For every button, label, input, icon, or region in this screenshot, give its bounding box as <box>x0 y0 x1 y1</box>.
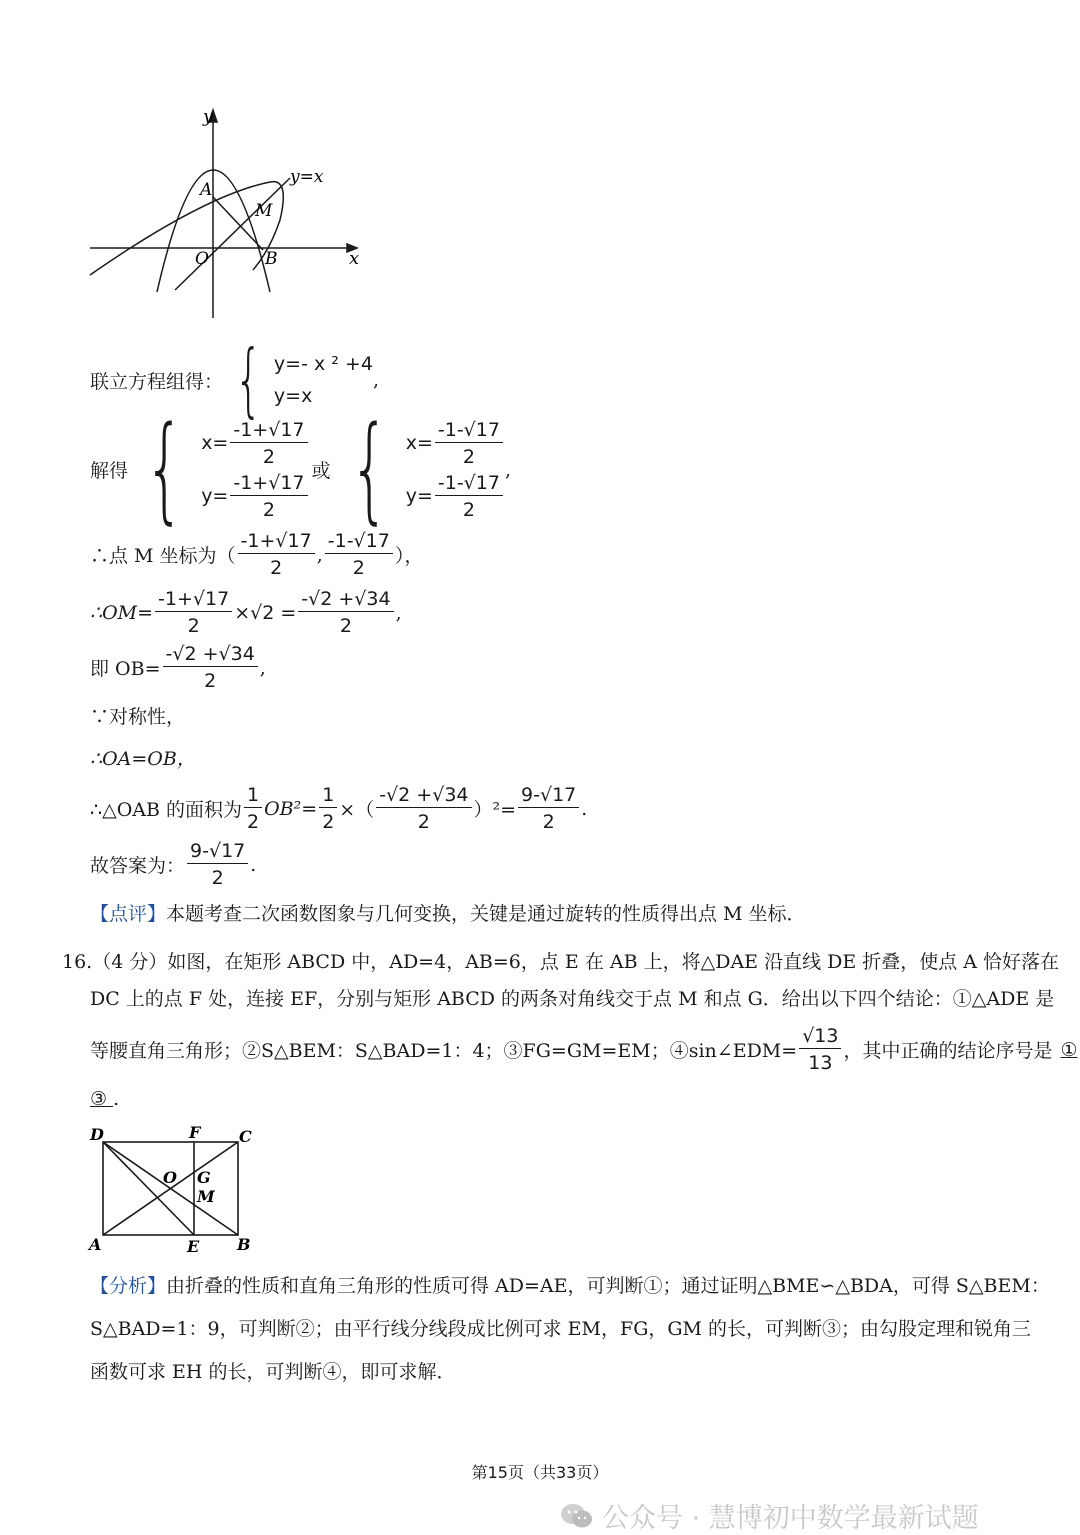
ob-squared: OB²= <box>264 797 318 820</box>
oa-ob-line: ∴OA=OB， <box>90 748 196 770</box>
squared-eq: ）²= <box>473 799 517 821</box>
symmetry-line: ∵对称性， <box>90 706 186 728</box>
punct: , <box>372 369 379 391</box>
analysis-line3: 函数可求 EH 的长，可判断④，即可求解． <box>90 1361 456 1383</box>
vertex-b-label: B <box>237 1235 251 1254</box>
area-intro: ∴△OAB 的面积为 <box>90 799 243 821</box>
om-intro: ∴OM= <box>90 601 154 624</box>
sol1-y-num: -1+√17 <box>230 472 307 496</box>
point-e-label: E <box>187 1237 200 1255</box>
punct: , <box>504 458 512 481</box>
ob-intro: 即 OB= <box>90 658 161 680</box>
equation-line: y=x <box>273 385 313 407</box>
x-axis-label: x <box>349 248 360 269</box>
solution-brace-2: { <box>348 402 390 536</box>
sol2-y-num: -1-√17 <box>435 472 503 496</box>
m-y-num: -1-√17 <box>325 530 393 554</box>
area-inner-den: 2 <box>417 811 430 833</box>
or-text: 或 <box>311 460 331 482</box>
sin-num: √13 <box>799 1025 841 1049</box>
q16-line3b: ，其中正确的结论序号是 <box>843 1040 1053 1062</box>
sol1-x-num: -1+√17 <box>230 419 307 443</box>
om-num2: -√2 +√34 <box>298 588 393 612</box>
analysis-tag: 【分析】 <box>90 1275 167 1297</box>
parabola-graph <box>85 100 375 325</box>
sol1-y-label: y= <box>201 485 229 507</box>
half-num: 1 <box>244 784 262 808</box>
ob-den: 2 <box>204 670 217 692</box>
line-label: y=x <box>290 167 324 187</box>
q16-line1: 16.（4 分）如图，在矩形 ABCD 中，AD=4，AB=6，点 E 在 AB 上，将△DAE 沿直线 DE 折叠，使点 A 恰好落在 <box>62 951 1060 973</box>
y-axis-label: y <box>203 106 214 127</box>
om-num1: -1+√17 <box>155 588 232 612</box>
point-f-label: F <box>189 1123 201 1142</box>
watermark <box>560 1496 979 1535</box>
punct: , <box>316 543 323 566</box>
comment-tag: 【点评】 <box>90 903 167 925</box>
area-result-den: 2 <box>542 811 555 833</box>
watermark-text: 公众号 · 慧博初中数学最新试题 <box>602 1503 979 1534</box>
area-inner-num: -√2 +√34 <box>376 784 471 808</box>
comment-text: 本题考查二次函数图象与几何变换，关键是通过旋转的性质得出点 M 坐标． <box>166 903 806 925</box>
om-times: ×√2 = <box>234 601 297 624</box>
punct: , <box>395 601 402 624</box>
sol2-y-label: y= <box>405 485 433 507</box>
point-b-label: B <box>265 249 278 269</box>
sol2-x-label: x= <box>405 432 433 454</box>
vertex-a-label: A <box>89 1235 102 1254</box>
point-m-label: M <box>255 201 273 221</box>
point-a-label: A <box>200 180 213 200</box>
sin-den: 13 <box>808 1052 833 1074</box>
ob-num: -√2 +√34 <box>163 643 258 667</box>
q16-line2: DC 上的点 F 处，连接 EF，分别与矩形 ABCD 的两条对角线交于点 M 和点 G．给出以下四个结论：①△ADE 是 <box>90 988 1055 1010</box>
punct: ）， <box>394 545 424 567</box>
half2-den: 2 <box>322 811 335 833</box>
q16-line3a: 等腰直角三角形；②S△BEM：S△BAD=1：4；③FG=GM=EM；④sin∠EDM= <box>90 1040 798 1062</box>
om-den2: 2 <box>339 615 352 637</box>
m-x-num: -1+√17 <box>238 530 315 554</box>
punct: . <box>250 853 257 876</box>
q16-answer-part1: ① <box>1060 1038 1078 1061</box>
sol1-y-den: 2 <box>262 498 275 521</box>
times-paren: ×（ <box>339 799 375 821</box>
half-den: 2 <box>247 811 260 833</box>
vertex-c-label: C <box>239 1127 252 1146</box>
answer-intro: 故答案为： <box>90 855 186 877</box>
analysis-line1: 由折叠的性质和直角三角形的性质可得 AD=AE，可判断①；通过证明△BME∽△BDA，可得 S△BEM： <box>166 1275 1050 1297</box>
m-y-den: 2 <box>352 557 365 579</box>
wechat-icon <box>560 1502 594 1530</box>
analysis-line2: S△BAD=1：9，可判断②；由平行线分线段成比例可求 EM，FG，GM 的长，可判断③；由勾股定理和锐角三 <box>90 1318 1032 1340</box>
area-result-num: 9-√17 <box>518 784 579 808</box>
answer-den: 2 <box>211 867 224 889</box>
origin-label: O <box>195 249 209 269</box>
sol1-x-label: x= <box>201 432 229 454</box>
punct: . <box>581 797 588 820</box>
point-o-label: O <box>163 1168 177 1187</box>
answer-num: 9-√17 <box>187 840 248 864</box>
page-number: 第15页（共33页） <box>471 1463 609 1482</box>
solutions-intro: 解得 <box>90 460 129 482</box>
punct: , <box>259 656 266 679</box>
sol2-x-den: 2 <box>462 445 475 468</box>
punct: . <box>113 1088 120 1110</box>
system-brace: { <box>234 333 263 426</box>
rectangle-figure <box>85 1120 265 1255</box>
point-m-label: M <box>197 1187 215 1206</box>
equation-parabola: y=- x ² +4 <box>273 353 373 375</box>
m-x-den: 2 <box>270 557 283 579</box>
om-den1: 2 <box>187 615 200 637</box>
q16-answer-part2: ③ <box>90 1088 114 1110</box>
sol2-y-den: 2 <box>462 498 475 521</box>
system-intro: 联立方程组得： <box>90 370 224 393</box>
solution-brace-1: { <box>144 402 185 536</box>
point-g-label: G <box>197 1168 211 1187</box>
m-coord-intro: ∴点 M 坐标为（ <box>90 545 236 567</box>
sol1-x-den: 2 <box>262 445 275 468</box>
vertex-d-label: D <box>90 1125 104 1144</box>
half2-num: 1 <box>319 784 337 808</box>
sol2-x-num: -1-√17 <box>435 419 503 443</box>
